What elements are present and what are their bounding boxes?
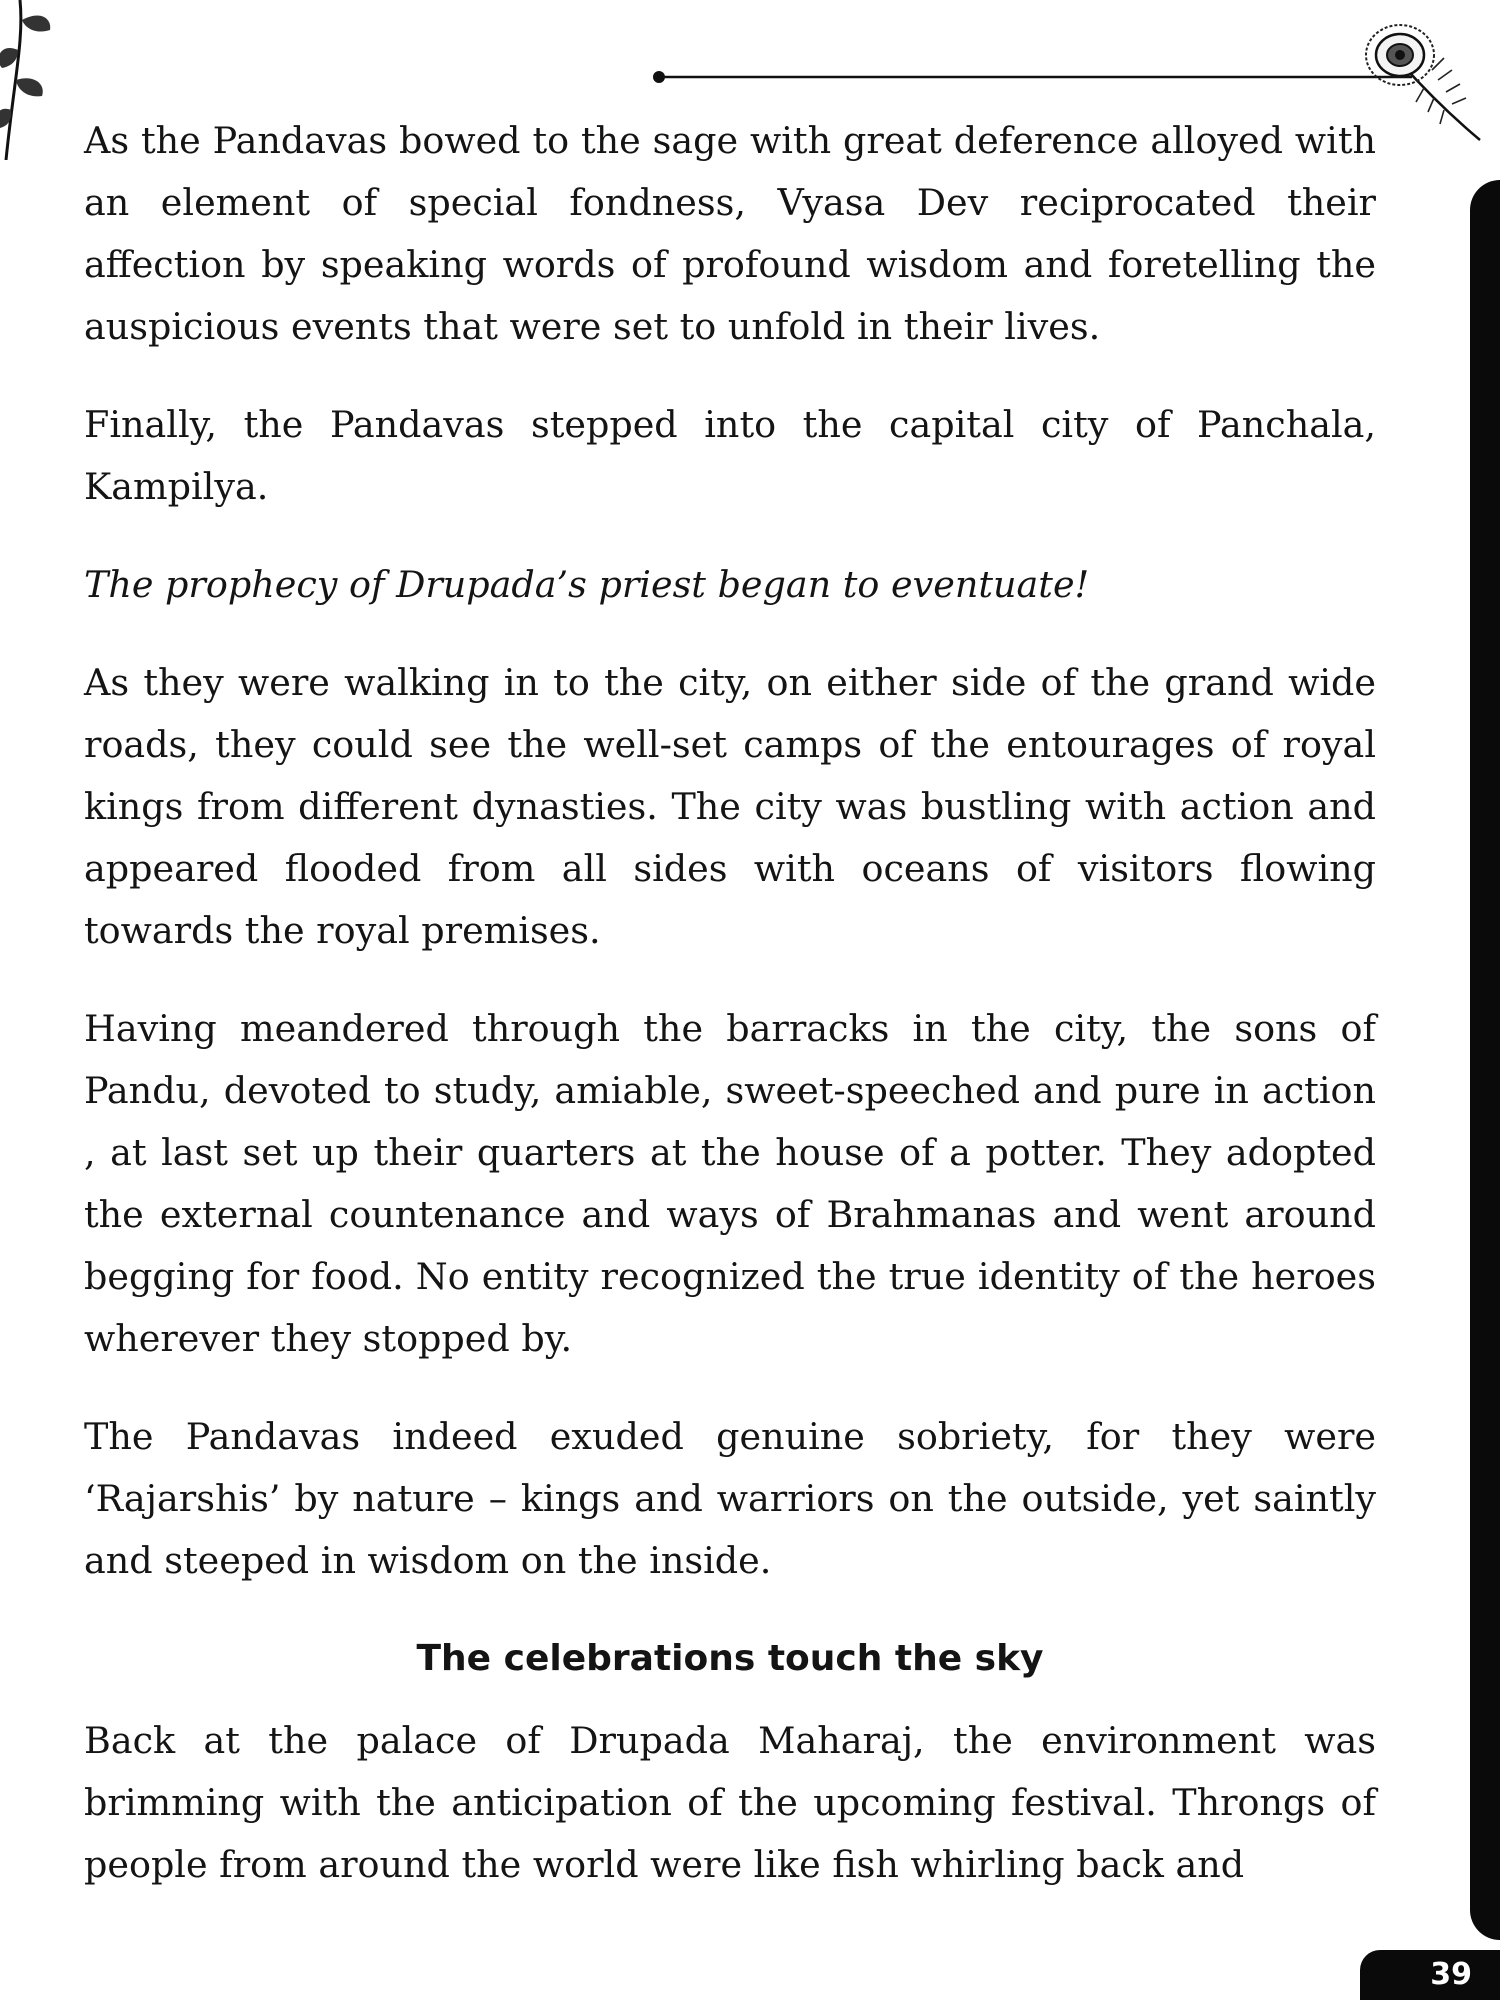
paragraph: Having meandered through the barracks in the city, the sons of Pandu, devoted to study, amiable, sweet-speeched and pure in action , at last set up their quarters at the house of a potter. They adopted the external countenance and ways of Brahmanas and went around begging for food. No entity recognized the true identity of the heroes wherever they stopped by. <box>84 1007 1376 1360</box>
paragraph: The Pandavas indeed exuded genuine sobriety, for they were ‘Rajarshis’ by nature – kings and warriors on the outside, yet saintly and steeped in wisdom on the inside. <box>84 1415 1376 1582</box>
page-body <box>84 110 1376 1932</box>
paragraph: As the Pandavas bowed to the sage with great deference alloyed with an element of special fondness, Vyasa Dev reciprocated their affection by speaking words of profound wisdom and foretelling the auspicious events that were set to unfold in their lives. <box>84 119 1376 348</box>
paragraph: Finally, the Pandavas stepped into the capital city of Panchala, Kampilya. <box>84 403 1376 508</box>
side-edge-tab <box>1470 180 1500 1940</box>
paragraph: As they were walking in to the city, on either side of the grand wide roads, they could see the well-set camps of the entourages of royal kings from different dynasties. The city was bustling with action and appeared flooded from all sides with oceans of visitors flowing towards the royal premises. <box>84 661 1376 952</box>
page-number: 39 <box>1360 1950 1500 2000</box>
leaf-vine-icon <box>0 0 60 160</box>
italic-line: The prophecy of Drupada’s priest began to eventuate! <box>84 563 1090 606</box>
header-rule <box>652 70 1412 84</box>
section-heading: The celebrations touch the sky <box>416 1638 1044 1679</box>
paragraph: Back at the palace of Drupada Maharaj, the environment was brimming with the anticipation of the upcoming festival. Throngs of people from around the world were like fish whirling back and <box>84 1719 1376 1886</box>
